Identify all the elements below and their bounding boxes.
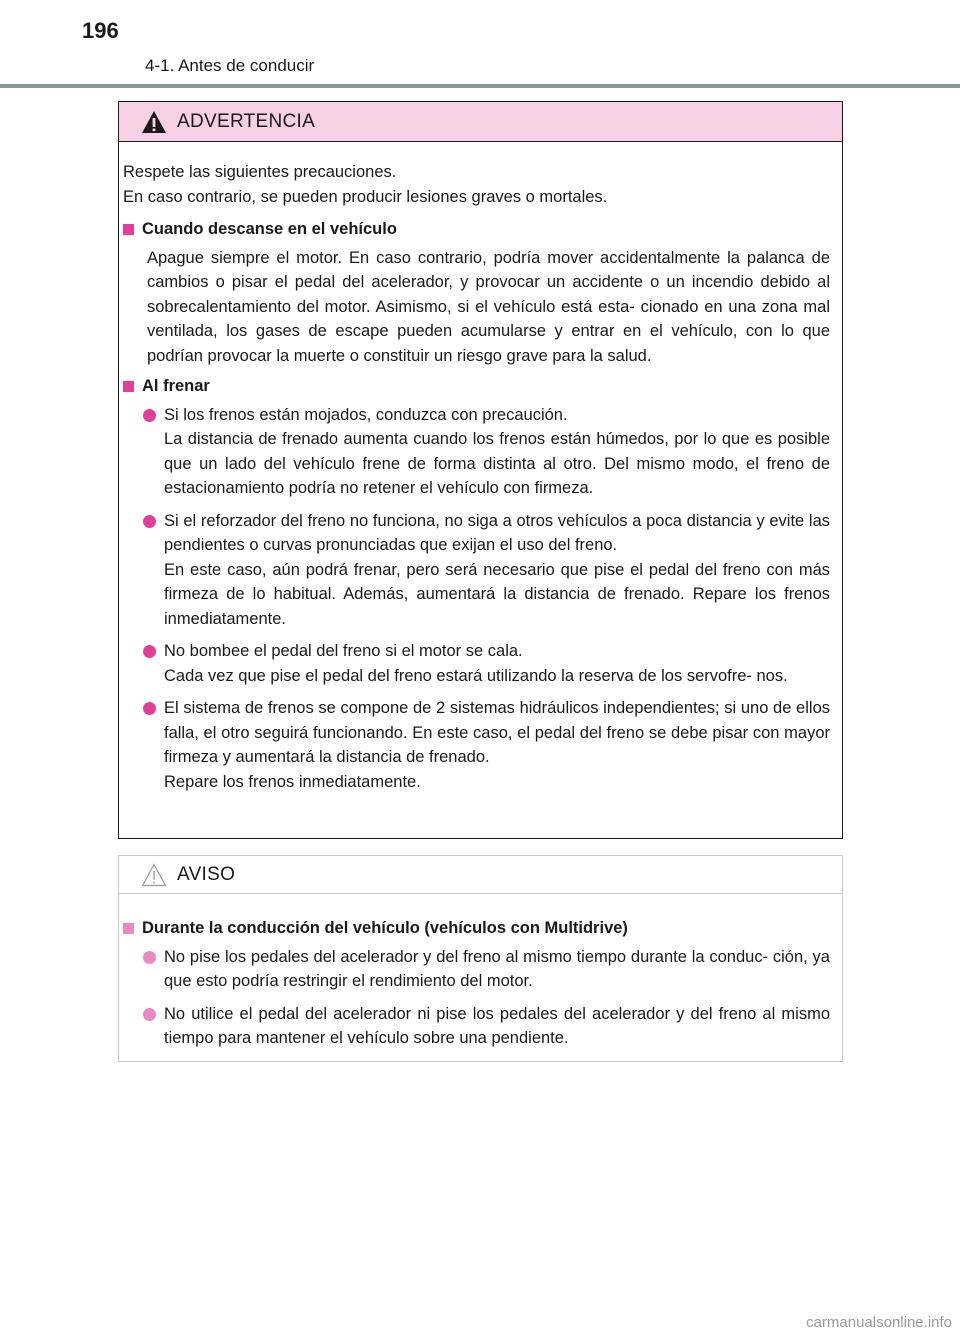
bullet-lead: El sistema de frenos se compone de 2 sistemas hidráulicos independientes; si uno de ellos falla, el otro seguirá funcionando. En este caso, el pedal del freno se debe pisar con mayor firmeza y aumentará la distancia de frenado. [164,699,830,766]
section-multidrive [123,916,830,1051]
caution-triangle-outline-icon [141,863,167,887]
warning-body [119,142,842,794]
warning-box [118,101,843,839]
list-item [143,639,830,688]
square-bullet-icon [123,923,134,934]
section-heading [123,217,830,242]
bullet-text: Cada vez que pise el pedal del freno estará utilizando la reserva de los servofre- nos. [164,666,788,685]
circle-bullet-icon [143,409,156,422]
bullet-text: La distancia de frenado aumenta cuando los frenos están húmedos, por lo que es posible que un lado del vehículo frene de forma distinta al otro. Del mismo modo, el freno de estacionamiento podría no retener el vehículo con firmeza. [164,430,830,497]
circle-bullet-icon [143,702,156,715]
section-heading [123,916,830,941]
circle-bullet-icon [143,951,156,964]
bullet-lead: Si el reforzador del freno no funciona, no siga a otros vehículos a poca distancia y evite las pendientes o curvas pronunciadas que exijan el uso del freno. [164,511,830,554]
warning-title: ADVERTENCIA [177,110,316,132]
section-text: Apague siempre el motor. En caso contrario, podría mover accidentalmente la palanca de cambios o pisar el pedal del acelerador, y provocar un accidente o un incendio debido al sobrecalentamiento del motor. Asimismo, si el vehículo está esta- cionado en una zona mal ventilada, los gases de escape pueden acumularse y entrar en el vehículo, con lo que podrían provocar la muerte o constituir un riesgo grave para la salud. [147,248,830,365]
warning-intro [123,160,830,209]
section-braking [123,374,830,794]
header-rule [0,84,960,88]
bullet-text: No pise los pedales del acelerador y del freno al mismo tiempo durante la conduc- ción, ya que esto podría restringir el rendimiento del motor. [164,947,830,990]
notice-box [118,855,843,1062]
warning-triangle-icon [141,110,167,134]
list-item [143,945,830,994]
section-title: Al frenar [142,377,210,395]
notice-title: AVISO [177,863,236,885]
circle-bullet-icon [143,515,156,528]
bullet-text: Repare los frenos inmediatamente. [164,772,421,791]
square-bullet-icon [123,224,134,235]
bullet-text: En este caso, aún podrá frenar, pero será necesario que pise el pedal del freno con más firmeza de lo habitual. Además, aumentará la distancia de frenado. Repare los frenos inmediatamente. [164,560,830,628]
bullet-text: No utilice el pedal del acelerador ni pise los pedales del acelerador y del freno al mismo tiempo para mantener el vehículo sobre una pendiente. [164,1004,830,1047]
intro-line: Respete las siguientes precauciones. [123,163,397,181]
section-title: Cuando descanse en el vehículo [142,220,397,238]
notice-body [119,894,842,1051]
list-item [143,696,830,794]
warning-header [119,102,842,142]
page-number: 196 [82,18,119,43]
page-header [0,0,960,90]
square-bullet-icon [123,381,134,392]
section-title: Durante la conducción del vehículo (vehículos con Multidrive) [142,919,628,937]
circle-bullet-icon [143,1008,156,1021]
list-item [143,403,830,501]
bullet-lead: Si los frenos están mojados, conduzca con precaución. [164,405,568,424]
list-item [143,509,830,632]
bullet-lead: No bombee el pedal del freno si el motor se cala. [164,642,523,660]
section-heading [123,374,830,399]
section-resting [123,217,830,368]
intro-line: En caso contrario, se pueden producir lesiones graves o mortales. [123,187,608,206]
circle-bullet-icon [143,645,156,658]
watermark: carmanualsonline.info [806,1314,952,1331]
list-item [143,1002,830,1051]
notice-header [119,856,842,894]
chapter-title: 4-1. Antes de conducir [145,56,315,75]
